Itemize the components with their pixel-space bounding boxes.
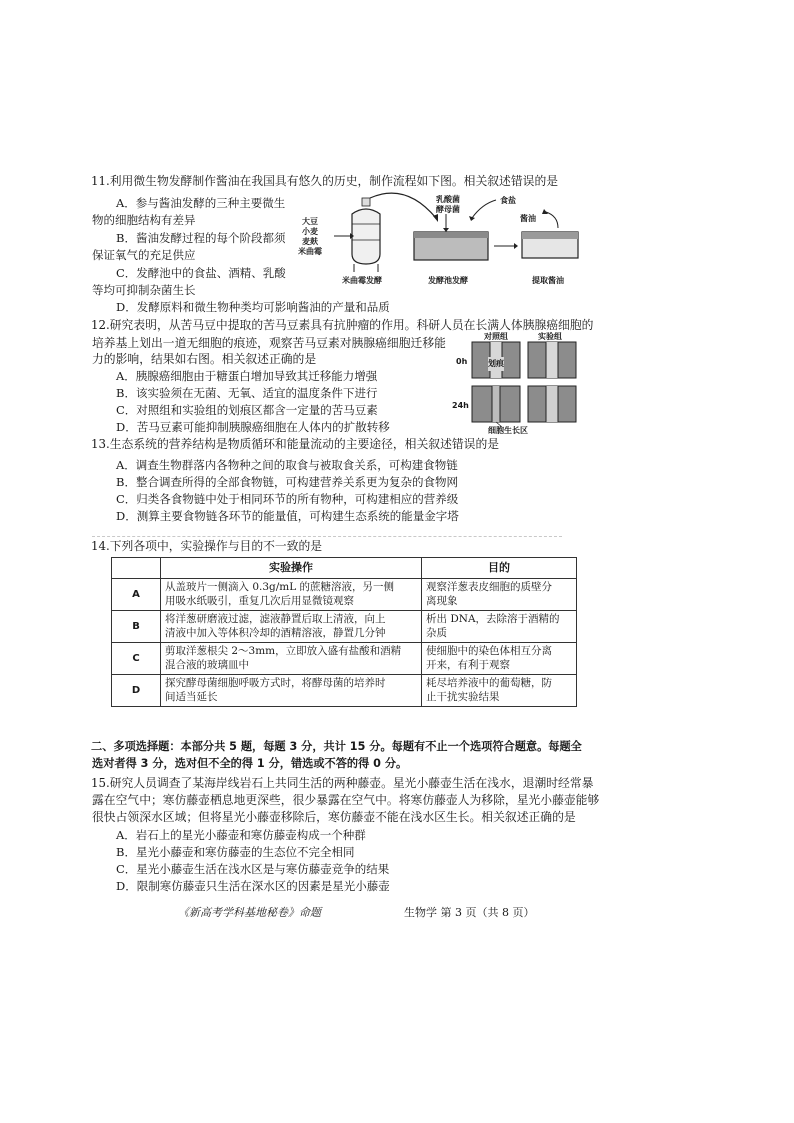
- q14-stem: 14.下列各项中，实验操作与目的不一致的是: [91, 539, 323, 553]
- operation-line: 间适当延长: [165, 690, 218, 703]
- q11-option-a-line1: A．参与酱油发酵的三种主要微生: [116, 196, 286, 210]
- q11-raw-bran: 麦麸: [302, 237, 318, 246]
- q12-scratch-assay-figure: [452, 330, 580, 436]
- table-header-blank: [112, 558, 161, 579]
- row-operation: [161, 675, 422, 707]
- goal-line: 析出 DNA，去除溶于酒精的: [426, 613, 560, 625]
- q11-option-b-line1: B．酱油发酵过程的每个阶段都须: [116, 231, 286, 245]
- table-row: [112, 579, 577, 611]
- q12-option-c: C．对照组和实验组的划痕区都含一定量的苦马豆素: [116, 403, 378, 417]
- q12-label-0h: 0h: [456, 357, 468, 366]
- q11-stage-aspergillus-fermentation: 米曲霉发酵: [342, 276, 382, 285]
- q15-stem-line1: 15.研究人员调查了某海岸线岩石上共同生活的两种藤壶。星光小藤壶生活在浅水，退潮时经常暴: [91, 776, 594, 790]
- goal-line: 离现象: [426, 594, 458, 607]
- q13-option-a: A．调查生物群落内各物种之间的取食与被取食关系，可构建食物链: [116, 458, 458, 472]
- q11-raw-aspergillus: 米曲霉: [298, 247, 322, 256]
- q11-raw-wheat: 小麦: [302, 227, 318, 236]
- q14-operations-table: [111, 557, 577, 707]
- table-row: [112, 611, 577, 643]
- q11-stage-extraction: 提取酱油: [532, 276, 564, 285]
- q12-option-b: B．该实验须在无菌、无氧、适宜的温度条件下进行: [116, 386, 378, 400]
- section2-heading-line1: 二、多项选择题：本部分共 5 题，每题 3 分，共计 15 分。每题有不止一个选项符合题意。每题全: [91, 740, 582, 753]
- q11-option-c-line2: 等均可抑制杂菌生长: [92, 283, 196, 297]
- row-goal: [422, 643, 577, 675]
- footer-page-number: 生物学 第 3 页（共 8 页）: [404, 906, 535, 919]
- q11-raw-soybean: 大豆: [302, 217, 318, 226]
- row-label: D: [112, 675, 161, 707]
- q12-label-24h: 24h: [452, 401, 469, 410]
- row-goal: [422, 611, 577, 643]
- goal-line: 止干扰实验结果: [426, 690, 500, 703]
- q15-option-c: C．星光小藤壶生活在浅水区是与寒仿藤壶竞争的结果: [116, 862, 390, 876]
- q12-label-growth-zone: 细胞生长区: [488, 426, 528, 435]
- row-label: C: [112, 643, 161, 675]
- table-row: [112, 643, 577, 675]
- q12-option-d: D．苦马豆素可能抑制胰腺癌细胞在人体内的扩散转移: [116, 420, 390, 434]
- table-header-operation: 实验操作: [161, 558, 422, 579]
- operation-line: 用吸水纸吸引，重复几次后用显微镜观察: [165, 594, 354, 607]
- q11-option-a-line2: 物的细胞结构有差异: [92, 213, 196, 227]
- operation-line: 从盖玻片一侧滴入 0.3g/mL 的蔗糖溶液，另一侧: [165, 581, 395, 593]
- q12-label-control: 对照组: [484, 332, 508, 341]
- q13-stem: 13.生态系统的营养结构是物质循环和能量流动的主要途径，相关叙述错误的是: [91, 437, 500, 451]
- row-goal: [422, 579, 577, 611]
- goal-line: 开来，有利于观察: [426, 658, 510, 671]
- row-operation: [161, 611, 422, 643]
- operation-line: 探究酵母菌细胞呼吸方式时，将酵母菌的培养时: [165, 677, 386, 689]
- table-header-goal: 目的: [422, 558, 577, 579]
- operation-line: 清液中加入等体积冷却的酒精溶液，静置几分钟: [165, 626, 386, 639]
- q11-product-soy-sauce: 酱油: [520, 214, 536, 223]
- row-operation: [161, 579, 422, 611]
- q12-stem-line3: 力的影响，结果如右图。相关叙述正确的是: [92, 352, 317, 366]
- q12-stem-line2: 培养基上划出一道无细胞的痕迹，观察苦马豆素对胰腺癌细胞迁移能: [92, 336, 446, 350]
- row-operation: [161, 643, 422, 675]
- q15-stem-line3: 很快占领深水区域；但将星光小藤壶移除后，寒仿藤壶不能在浅水区生长。相关叙述正确的是: [92, 810, 576, 824]
- q11-stem: 11.利用微生物发酵制作酱油在我国具有悠久的历史，制作流程如下图。相关叙述错误的是: [91, 174, 559, 188]
- q11-additive-yeast: 酵母菌: [436, 205, 460, 214]
- q15-option-d: D．限制寒仿藤壶只生活在深水区的因素是星光小藤壶: [116, 879, 390, 893]
- goal-line: 使细胞中的染色体相互分离: [426, 645, 552, 657]
- q11-process-figure: [296, 190, 586, 292]
- q13-option-c: C．归类各食物链中处于相同环节的所有物种，可构建相应的营养级: [116, 492, 459, 506]
- q13-option-d: D．测算主要食物链各环节的能量值，可构建生态系统的能量金字塔: [116, 509, 459, 523]
- q11-option-b-line2: 保证氧气的充足供应: [92, 248, 196, 262]
- page-divider: [92, 536, 562, 537]
- section2-heading-line2: 选对者得 3 分，选对但不全的得 1 分，错选或不答的得 0 分。: [92, 757, 408, 770]
- goal-line: 观察洋葱表皮细胞的质壁分: [426, 581, 552, 593]
- goal-line: 杂质: [426, 626, 447, 639]
- q12-option-a: A．胰腺癌细胞由于糖蛋白增加导致其迁移能力增强: [116, 369, 378, 383]
- q11-additive-salt: 食盐: [500, 196, 516, 205]
- q13-option-b: B．整合调查所得的全部食物链，可构建营养关系更为复杂的食物网: [116, 475, 458, 489]
- row-label: B: [112, 611, 161, 643]
- q12-stem-line1: 12.研究表明，从苦马豆中提取的苦马豆素具有抗肿瘤的作用。科研人员在长满人体胰腺癌细胞的: [91, 318, 594, 332]
- goal-line: 耗尽培养液中的葡萄糖，防: [426, 677, 552, 689]
- q12-label-scratch: 划痕: [488, 357, 504, 371]
- q11-option-c-line1: C．发酵池中的食盐、酒精、乳酸: [116, 266, 286, 280]
- q15-stem-line2: 露在空气中；寒仿藤壶栖息地更深些，很少暴露在空气中。将寒仿藤壶人为移除，星光小藤壶能够: [92, 793, 600, 807]
- operation-line: 将洋葱研磨液过滤，滤液静置后取上清液，向上: [165, 613, 386, 625]
- operation-line: 剪取洋葱根尖 2～3mm，立即放入盛有盐酸和酒精: [165, 645, 402, 657]
- footer-source: 《新高考学科基地秘卷》命题: [178, 906, 321, 919]
- q15-option-a: A．岩石上的星光小藤壶和寒仿藤壶构成一个种群: [116, 828, 366, 842]
- table-row: [112, 675, 577, 707]
- row-label: A: [112, 579, 161, 611]
- q12-assay-panels: [452, 330, 580, 436]
- operation-line: 混合液的玻璃皿中: [165, 658, 249, 671]
- row-goal: [422, 675, 577, 707]
- q15-option-b: B．星光小藤壶和寒仿藤壶的生态位不完全相同: [116, 845, 355, 859]
- q12-label-experimental: 实验组: [538, 332, 562, 341]
- table-header-row: [112, 558, 577, 579]
- q11-additive-lactobacillus: 乳酸菌: [436, 195, 460, 204]
- q11-stage-pool-fermentation: 发酵池发酵: [428, 276, 468, 285]
- q11-option-d: D．发酵原料和微生物种类均可影响酱油的产量和品质: [116, 300, 390, 314]
